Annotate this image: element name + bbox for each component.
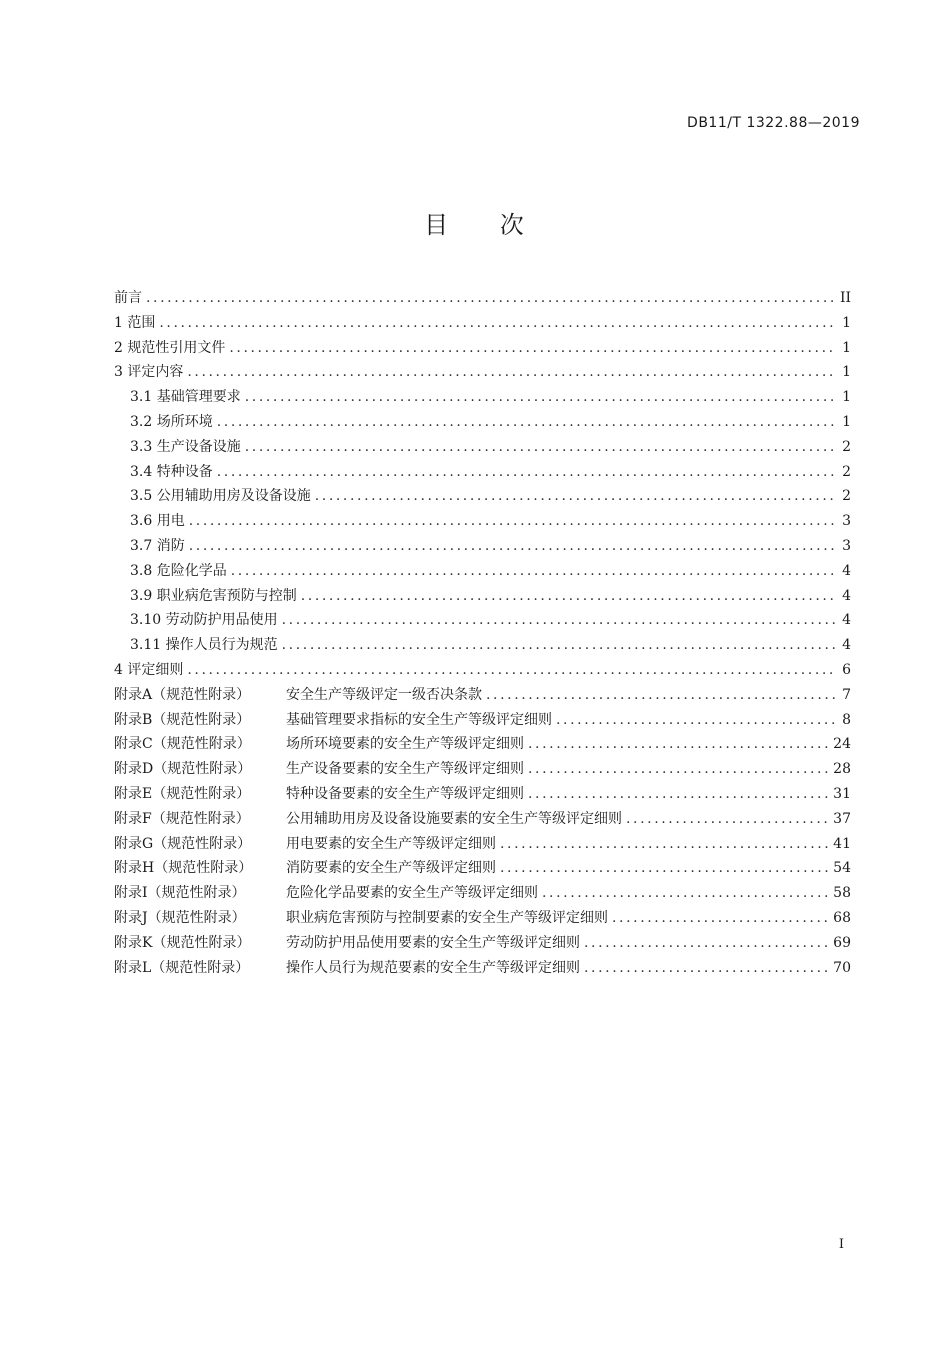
toc-entry-page: 3 (842, 513, 851, 530)
toc-entry[interactable] (114, 360, 851, 385)
toc-appendix-title: 用电要素的安全生产等级评定细则 (286, 835, 496, 852)
toc-dot-leader (217, 410, 835, 435)
toc-appendix-title: 生产设备要素的安全生产等级评定细则 (286, 761, 524, 778)
toc-entry-label (114, 683, 482, 708)
toc-dot-leader (146, 286, 835, 311)
toc-dot-leader (229, 336, 835, 361)
toc-dot-leader (584, 956, 829, 981)
toc-entry-page: 70 (833, 959, 851, 976)
page-title: 目 次 (424, 211, 526, 239)
toc-entry-page: 58 (833, 885, 851, 902)
toc-dot-leader (189, 509, 835, 534)
toc-appendix-id: 附录G（规范性附录） (114, 835, 252, 852)
toc-dot-leader (217, 460, 835, 485)
toc-dot-leader (159, 311, 835, 336)
toc-entry-page: 1 (842, 339, 851, 356)
toc-dot-leader (542, 881, 829, 906)
toc-entry-page: 41 (833, 835, 851, 852)
toc-appendix-title: 危险化学品要素的安全生产等级评定细则 (286, 885, 538, 902)
toc-entry-label: 3.7 消防 (130, 537, 185, 554)
toc-entry-label (114, 807, 622, 832)
toc-entry-label (114, 956, 580, 981)
toc-appendix-id: 附录I（规范性附录） (114, 885, 246, 902)
toc-dot-leader (528, 732, 829, 757)
toc-dot-leader (612, 906, 829, 931)
toc-dot-leader (187, 360, 835, 385)
toc-entry-page: 2 (842, 438, 851, 455)
toc-entry-page: 1 (842, 314, 851, 331)
toc-entry-label: 3 评定内容 (114, 364, 184, 381)
toc-appendix-title: 职业病危害预防与控制要素的安全生产等级评定细则 (286, 909, 608, 926)
toc-entry[interactable] (114, 956, 851, 981)
toc-appendix-id: 附录C（规范性附录） (114, 736, 251, 753)
toc-appendix-title: 劳动防护用品使用要素的安全生产等级评定细则 (286, 934, 580, 951)
toc-appendix-id: 附录K（规范性附录） (114, 934, 251, 951)
toc-dot-leader (528, 782, 829, 807)
page-number: I (838, 1237, 844, 1252)
toc-dot-leader (301, 584, 835, 609)
document-code: DB11/T 1322.88—2019 (687, 115, 860, 131)
toc-entry-label: 3.3 生产设备设施 (130, 438, 241, 455)
toc-appendix-title: 基础管理要求指标的安全生产等级评定细则 (286, 711, 552, 728)
toc-entry-page: 28 (833, 761, 851, 778)
toc-entry[interactable] (114, 311, 851, 336)
toc-entry-label (114, 931, 580, 956)
toc-entry-label: 1 范围 (114, 314, 156, 331)
toc-entry-page: 37 (833, 810, 851, 827)
toc-entry-page: 68 (833, 909, 851, 926)
toc-appendix-title: 场所环境要素的安全生产等级评定细则 (286, 736, 524, 753)
toc-entry-page: 4 (842, 612, 851, 629)
toc-dot-leader (500, 832, 829, 857)
toc-appendix-title: 安全生产等级评定一级否决条款 (286, 686, 482, 703)
toc-entry-page: 2 (842, 463, 851, 480)
toc-entry[interactable] (114, 608, 851, 633)
toc-entry-label: 3.4 特种设备 (130, 463, 213, 480)
toc-entry-page: 69 (833, 934, 851, 951)
toc-entry[interactable] (114, 435, 851, 460)
toc-entry[interactable] (114, 906, 851, 931)
toc-entry[interactable] (114, 484, 851, 509)
toc-entry[interactable] (114, 460, 851, 485)
toc-entry-page: 8 (842, 711, 851, 728)
toc-entry[interactable] (114, 385, 851, 410)
toc-entry[interactable] (114, 708, 851, 733)
toc-dot-leader (584, 931, 829, 956)
toc-appendix-title: 消防要素的安全生产等级评定细则 (286, 860, 496, 877)
toc-entry-label: 3.2 场所环境 (130, 413, 213, 430)
toc-entry[interactable] (114, 509, 851, 534)
toc-entry-label: 3.9 职业病危害预防与控制 (130, 587, 297, 604)
toc-appendix-id: 附录D（规范性附录） (114, 761, 252, 778)
toc-entry-page: 1 (842, 364, 851, 381)
toc-dot-leader (189, 534, 835, 559)
toc-entry-label: 3.1 基础管理要求 (130, 389, 241, 406)
toc-entry-label (114, 757, 524, 782)
toc-appendix-id: 附录B（规范性附录） (114, 711, 251, 728)
toc-entry-label (114, 856, 496, 881)
toc-entry-page: 7 (842, 686, 851, 703)
toc-entry[interactable] (114, 807, 851, 832)
toc-entry-label (114, 708, 552, 733)
toc-entry[interactable] (114, 584, 851, 609)
toc-dot-leader (187, 658, 835, 683)
toc-entry-page: 4 (842, 637, 851, 654)
toc-appendix-id: 附录E（规范性附录） (114, 785, 251, 802)
toc-entry-page: 2 (842, 488, 851, 505)
toc-entry-label (114, 832, 496, 857)
toc-dot-leader (626, 807, 829, 832)
toc-dot-leader (556, 708, 835, 733)
table-of-contents (114, 286, 851, 980)
toc-entry[interactable] (114, 559, 851, 584)
toc-entry-label: 3.10 劳动防护用品使用 (130, 612, 278, 629)
toc-entry[interactable] (114, 757, 851, 782)
toc-entry[interactable] (114, 931, 851, 956)
toc-entry-label: 前言 (114, 290, 142, 306)
toc-entry[interactable] (114, 683, 851, 708)
toc-entry-label (114, 732, 524, 757)
toc-entry-label: 3.5 公用辅助用房及设备设施 (130, 488, 311, 505)
toc-entry[interactable] (114, 832, 851, 857)
toc-entry-page: 6 (842, 661, 851, 678)
toc-entry[interactable] (114, 881, 851, 906)
toc-appendix-id: 附录L（规范性附录） (114, 959, 250, 976)
toc-entry-label (114, 906, 608, 931)
toc-entry-page: 4 (842, 562, 851, 579)
toc-entry-label: 2 规范性引用文件 (114, 339, 226, 356)
toc-entry-label: 4 评定细则 (114, 661, 184, 678)
toc-appendix-id: 附录J（规范性附录） (114, 909, 246, 926)
toc-entry-label (114, 881, 538, 906)
toc-entry[interactable] (114, 410, 851, 435)
toc-entry[interactable] (114, 782, 851, 807)
toc-entry[interactable] (114, 856, 851, 881)
toc-appendix-title: 操作人员行为规范要素的安全生产等级评定细则 (286, 959, 580, 976)
toc-entry[interactable] (114, 534, 851, 559)
toc-entry-page: 24 (833, 736, 851, 753)
toc-dot-leader (245, 385, 835, 410)
toc-entry-label: 3.6 用电 (130, 513, 185, 530)
toc-entry-page: 4 (842, 587, 851, 604)
toc-appendix-title: 特种设备要素的安全生产等级评定细则 (286, 785, 524, 802)
toc-entry-label (114, 782, 524, 807)
toc-appendix-id: 附录F（规范性附录） (114, 810, 250, 827)
toc-entry-page: 31 (833, 785, 851, 802)
toc-dot-leader (231, 559, 835, 584)
toc-entry[interactable] (114, 633, 851, 658)
toc-entry-label: 3.8 危险化学品 (130, 562, 227, 579)
toc-dot-leader (315, 484, 835, 509)
toc-entry-page: 3 (842, 537, 851, 554)
toc-entry[interactable] (114, 286, 851, 311)
toc-dot-leader (500, 856, 829, 881)
toc-entry-page: 1 (842, 389, 851, 406)
toc-dot-leader (528, 757, 829, 782)
toc-dot-leader (486, 683, 835, 708)
toc-entry-page: II (839, 290, 851, 306)
toc-dot-leader (245, 435, 835, 460)
toc-entry[interactable] (114, 336, 851, 361)
toc-entry-label: 3.11 操作人员行为规范 (130, 637, 278, 654)
toc-appendix-id: 附录H（规范性附录） (114, 860, 253, 877)
toc-entry-page: 1 (842, 413, 851, 430)
toc-appendix-title: 公用辅助用房及设备设施要素的安全生产等级评定细则 (286, 810, 622, 827)
toc-dot-leader (282, 633, 835, 658)
toc-entry-page: 54 (833, 860, 851, 877)
toc-appendix-id: 附录A（规范性附录） (114, 686, 251, 703)
toc-dot-leader (282, 608, 835, 633)
toc-entry[interactable] (114, 732, 851, 757)
toc-entry[interactable] (114, 658, 851, 683)
